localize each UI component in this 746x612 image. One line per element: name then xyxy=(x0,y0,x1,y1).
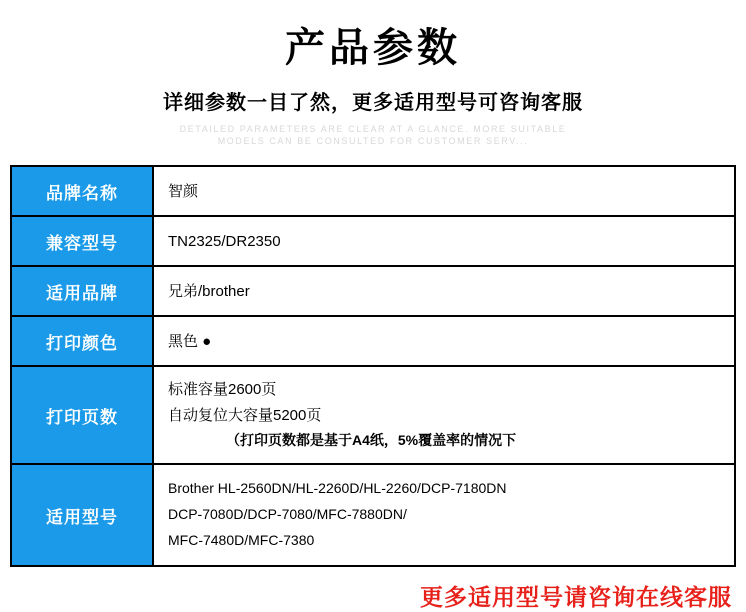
row-label-compatible-model: 兼容型号 xyxy=(12,217,154,265)
spec-table xyxy=(10,165,736,567)
value-line: 智颜 xyxy=(168,182,199,200)
row-value-print-color xyxy=(154,317,734,365)
contact-service-text: 更多适用型号请咨询在线客服 xyxy=(420,584,732,611)
page-footer xyxy=(0,579,746,612)
latin-caption-line-1: DETAILED PARAMETERS ARE CLEAR AT A GLANCE. MORE SUITABLE xyxy=(179,124,567,134)
table-row xyxy=(12,267,734,317)
table-row xyxy=(12,367,734,465)
table-row xyxy=(12,167,734,217)
value-line: DCP-7080D/DCP-7080/MFC-7880DN/ xyxy=(168,506,407,523)
row-label-applicable-brand: 适用品牌 xyxy=(12,267,154,315)
latin-caption xyxy=(0,123,746,147)
row-label-brand-name: 品牌名称 xyxy=(12,167,154,215)
page-subtitle: 详细参数一目了然，更多适用型号可咨询客服 xyxy=(163,92,583,114)
value-line: 兄弟/brother xyxy=(168,282,250,300)
row-value-page-yield xyxy=(154,367,734,463)
value-line: 标准容量2600页 xyxy=(168,381,277,399)
value-line: Brother HL-2560DN/HL-2260D/HL-2260/DCP-7180DN xyxy=(168,480,507,497)
value-line: 自动复位大容量5200页 xyxy=(168,406,322,424)
row-value-compatible-model xyxy=(154,217,734,265)
row-label-print-color: 打印颜色 xyxy=(12,317,154,365)
page-title: 产品参数 xyxy=(285,26,461,70)
page-header xyxy=(0,0,746,147)
table-row xyxy=(12,317,734,367)
row-label-applicable-models: 适用型号 xyxy=(12,465,154,565)
row-value-applicable-brand xyxy=(154,267,734,315)
page-yield-note: （打印页数都是基于A4纸，5%覆盖率的情况下 xyxy=(226,432,517,449)
row-label-page-yield: 打印页数 xyxy=(12,367,154,463)
latin-caption-line-2: MODELS CAN BE CONSULTED FOR CUSTOMER SERV... xyxy=(217,136,529,147)
row-value-brand-name xyxy=(154,167,734,215)
table-row xyxy=(12,217,734,267)
value-line: 黑色 ● xyxy=(168,332,212,350)
value-line: TN2325/DR2350 xyxy=(168,232,281,250)
table-row xyxy=(12,465,734,565)
value-line: MFC-7480D/MFC-7380 xyxy=(168,532,315,549)
row-value-applicable-models xyxy=(154,465,734,565)
